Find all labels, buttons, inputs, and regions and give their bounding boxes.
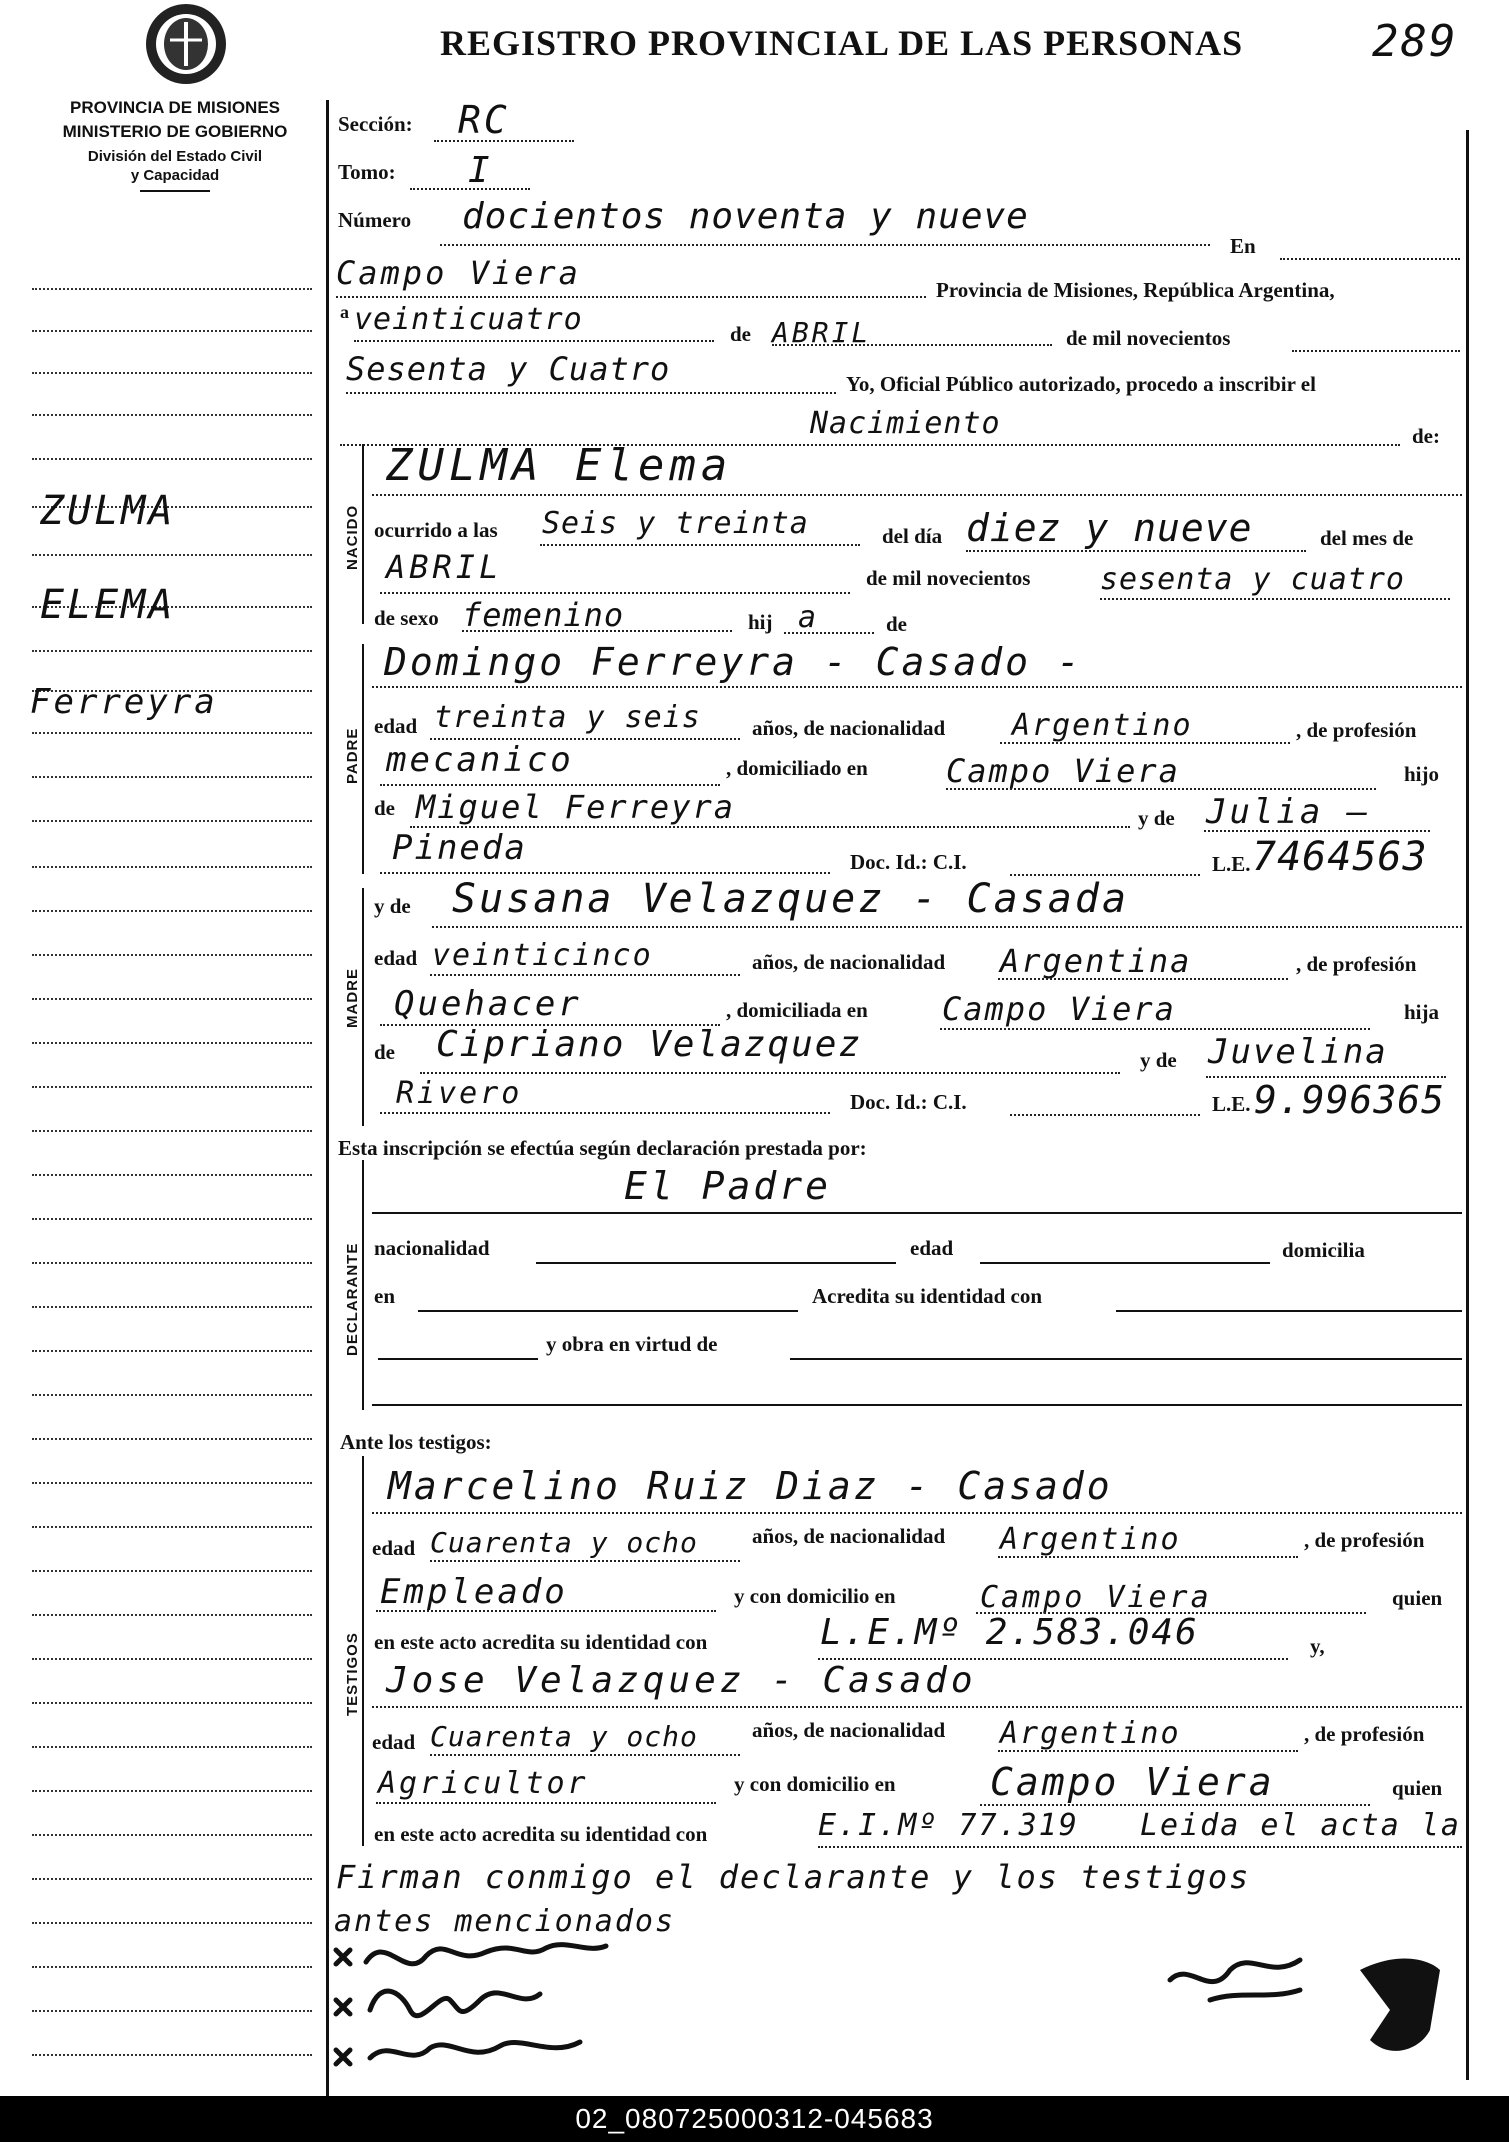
- de-colon-label: de:: [1412, 424, 1440, 448]
- oficial-label: Yo, Oficial Público autorizado, procedo a inscribir el: [846, 372, 1316, 396]
- madre-edad: veinticinco: [432, 938, 653, 973]
- lugar-value: Campo Viera: [336, 254, 581, 292]
- padre-padre-de: Miguel Ferreyra: [416, 788, 735, 826]
- madre-padre-de: Cipriano Velazquez: [436, 1024, 863, 1065]
- padre-domicilio: Campo Viera: [946, 752, 1180, 790]
- section-label-madre: MADRE: [344, 968, 361, 1028]
- section-label-padre: PADRE: [344, 727, 361, 784]
- anio-nacimiento: sesenta y cuatro: [1100, 562, 1405, 597]
- declarante-dom-label: domicilia: [1282, 1238, 1365, 1262]
- padre-le-label: L.E.: [1212, 852, 1251, 876]
- padre-madre-de-1: Julia —: [1206, 792, 1371, 832]
- testigo2-profesion: Agricultor: [378, 1766, 589, 1801]
- declarante-intro: Esta inscripción se efectúa según declaración prestada por:: [338, 1136, 867, 1160]
- footer-code: 02_080725000312-045683: [575, 2103, 934, 2134]
- testigo2-quien-label: quien: [1392, 1776, 1443, 1800]
- sexo-value: femenino: [462, 596, 625, 634]
- testigo2-nombre: Jose Velazquez - Casado: [386, 1660, 977, 1701]
- madre-doc-label: Doc. Id.: C.I.: [850, 1090, 967, 1114]
- margin-note-name: ZULMA: [40, 488, 176, 534]
- main-frame-right: [1466, 130, 1469, 2080]
- closing-line2: Firman conmigo el declarante y los testigos: [336, 1858, 1251, 1896]
- office-division: División del Estado Civil: [87, 148, 263, 165]
- mil-label: de mil novecientos: [1066, 326, 1231, 350]
- office-ministry: MINISTERIO DE GOBIERNO: [62, 122, 288, 141]
- testigo1-id: L.E.Mº 2.583.046: [820, 1612, 1199, 1653]
- dia-nacimiento: diez y nueve: [966, 506, 1253, 550]
- signatures: [330, 1940, 1470, 2090]
- padre-nombre: Domingo Ferreyra - Casado -: [384, 640, 1083, 684]
- madre-prof-label: , de profesión: [1296, 952, 1417, 976]
- padre-nacionalidad: Argentino: [1012, 708, 1193, 743]
- footer-bar: [0, 2096, 1509, 2142]
- madre-bracket: [362, 888, 364, 1126]
- padre-edad-label: edad: [374, 714, 418, 738]
- hora-nacimiento: Seis y treinta: [542, 506, 809, 541]
- nacido-bracket: [362, 444, 364, 624]
- padre-y-de-label: y de: [1138, 806, 1175, 830]
- folio-number: 289: [1372, 16, 1458, 67]
- padre-edad: treinta y seis: [434, 700, 701, 735]
- padre-madre-de-2: Pineda: [392, 828, 527, 868]
- dia-registro: veinticuatro: [354, 302, 583, 337]
- padre-prof-label: , de profesión: [1296, 718, 1417, 742]
- coat-of-arms-seal: [140, 0, 232, 92]
- testigo2-prof-label: , de profesión: [1304, 1722, 1425, 1746]
- mes-registro: ABRIL: [772, 316, 872, 349]
- margin-note-name2: ELEMA: [40, 582, 176, 628]
- madre-madre-de-1: Juvelina: [1208, 1032, 1388, 1072]
- madre-de-label: de: [374, 1040, 395, 1064]
- document-title: REGISTRO PROVINCIAL DE LAS PERSONAS: [440, 23, 1244, 63]
- testigos-intro: Ante los testigos:: [340, 1430, 492, 1454]
- closing-line3: antes mencionados: [334, 1904, 676, 1939]
- madre-madre-de-2: Rivero: [396, 1076, 523, 1111]
- nac-de-label: de: [886, 612, 907, 636]
- testigo2-nacionalidad: Argentino: [1000, 1716, 1181, 1751]
- testigo1-profesion: Empleado: [380, 1572, 568, 1612]
- hij-label: hij: [748, 610, 773, 634]
- declarante-acredita-label: Acredita su identidad con: [812, 1284, 1043, 1308]
- madre-nacionalidad: Argentina: [1000, 942, 1192, 980]
- en-label: En: [1230, 234, 1256, 258]
- testigo2-domicilio: Campo Viera: [990, 1760, 1275, 1804]
- office-block: [30, 98, 320, 192]
- madre-nombre: Susana Velazquez - Casada: [452, 876, 1130, 922]
- de-label: de: [730, 322, 751, 346]
- madre-y-de2-label: y de: [1140, 1048, 1177, 1072]
- declarante-nombre: El Padre: [624, 1164, 832, 1208]
- testigo1-edad-label: edad: [372, 1536, 416, 1560]
- testigo2-edad-label: edad: [372, 1730, 416, 1754]
- tomo-label: Tomo:: [338, 160, 396, 184]
- office-capacity: y Capacidad: [130, 167, 220, 184]
- nacido-nombre: ZULMA Elema: [386, 440, 733, 491]
- testigo2-dom-label: y con domicilio en: [734, 1772, 896, 1796]
- padre-doc-label: Doc. Id.: C.I.: [850, 850, 967, 874]
- declarante-edad-label: edad: [910, 1236, 954, 1260]
- margin-note-surname: Ferreyra: [30, 682, 218, 722]
- padre-de-label: de: [374, 796, 395, 820]
- declarante-bracket: [362, 1160, 364, 1410]
- madre-y-de-label: y de: [374, 894, 411, 918]
- testigo1-edad: Cuarenta y ocho: [430, 1526, 698, 1559]
- madre-nac-label: años, de nacionalidad: [752, 950, 946, 974]
- numero-label: Número: [338, 208, 412, 232]
- testigo2-acredita-label: en este acto acredita su identidad con: [374, 1822, 708, 1846]
- padre-dom-label: , domiciliado en: [726, 756, 868, 780]
- sexo-label: de sexo: [374, 606, 439, 630]
- testigo1-quien-label: quien: [1392, 1586, 1443, 1610]
- madre-profesion: Quehacer: [394, 984, 582, 1024]
- declarante-obra-label: y obra en virtud de: [546, 1332, 718, 1356]
- del-dia-label: del día: [882, 524, 943, 548]
- testigo1-nacionalidad: Argentino: [1000, 1522, 1181, 1557]
- padre-nac-label: años, de nacionalidad: [752, 716, 946, 740]
- testigo1-prof-label: , de profesión: [1304, 1528, 1425, 1552]
- ocurrido-label: ocurrido a las: [374, 518, 498, 542]
- numero-value: docientos noventa y nueve: [462, 196, 1029, 237]
- padre-profesion: mecanico: [386, 740, 574, 780]
- seccion-value: RC: [458, 98, 510, 142]
- testigo1-acredita-label: en este acto acredita su identidad con: [374, 1630, 708, 1654]
- main-frame-left: [326, 100, 329, 2100]
- acto-value: Nacimiento: [810, 406, 1001, 441]
- tomo-value: I: [468, 150, 493, 191]
- testigo1-nac-label: años, de nacionalidad: [752, 1524, 946, 1548]
- anio-registro: Sesenta y Cuatro: [346, 350, 671, 388]
- madre-domicilio: Campo Viera: [942, 990, 1176, 1028]
- madre-le-label: L.E.: [1212, 1092, 1251, 1116]
- testigo2-nac-label: años, de nacionalidad: [752, 1718, 946, 1742]
- padre-bracket: [362, 644, 364, 874]
- section-label-declarante: DECLARANTE: [344, 1242, 361, 1356]
- padre-hijo-label: hijo: [1404, 762, 1440, 786]
- testigo1-domicilio: Campo Viera: [980, 1580, 1212, 1615]
- del-mes-label: del mes de: [1320, 526, 1414, 550]
- hij-value: a: [798, 600, 820, 635]
- declarante-nac-label: nacionalidad: [374, 1236, 490, 1260]
- madre-le: 9.996365: [1254, 1078, 1446, 1122]
- madre-edad-label: edad: [374, 946, 418, 970]
- office-province: PROVINCIA DE MISIONES: [69, 98, 280, 117]
- madre-hija-label: hija: [1404, 1000, 1440, 1024]
- mes-nacimiento: ABRIL: [386, 548, 503, 586]
- section-label-testigos: TESTIGOS: [344, 1632, 361, 1716]
- testigo1-dom-label: y con domicilio en: [734, 1584, 896, 1608]
- declarante-en-label: en: [374, 1284, 395, 1308]
- seccion-label: Sección:: [338, 112, 413, 136]
- nac-mil-label: de mil novecientos: [866, 566, 1031, 590]
- testigo2-id: E.I.Mº 77.319: [818, 1808, 1079, 1843]
- closing-line1a: Leida el acta la: [1140, 1808, 1461, 1843]
- padre-le: 7464563: [1252, 834, 1428, 880]
- testigos-bracket: [362, 1456, 364, 1846]
- section-label-nacido: NACIDO: [344, 504, 361, 570]
- testigo1-y-label: y,: [1310, 1634, 1325, 1658]
- provincia-label: Provincia de Misiones, República Argentina,: [936, 278, 1335, 302]
- a-label: a: [340, 302, 349, 322]
- testigo1-nombre: Marcelino Ruiz Diaz - Casado: [388, 1464, 1113, 1508]
- testigo2-edad: Cuarenta y ocho: [430, 1720, 698, 1753]
- madre-dom-label: , domiciliada en: [726, 998, 868, 1022]
